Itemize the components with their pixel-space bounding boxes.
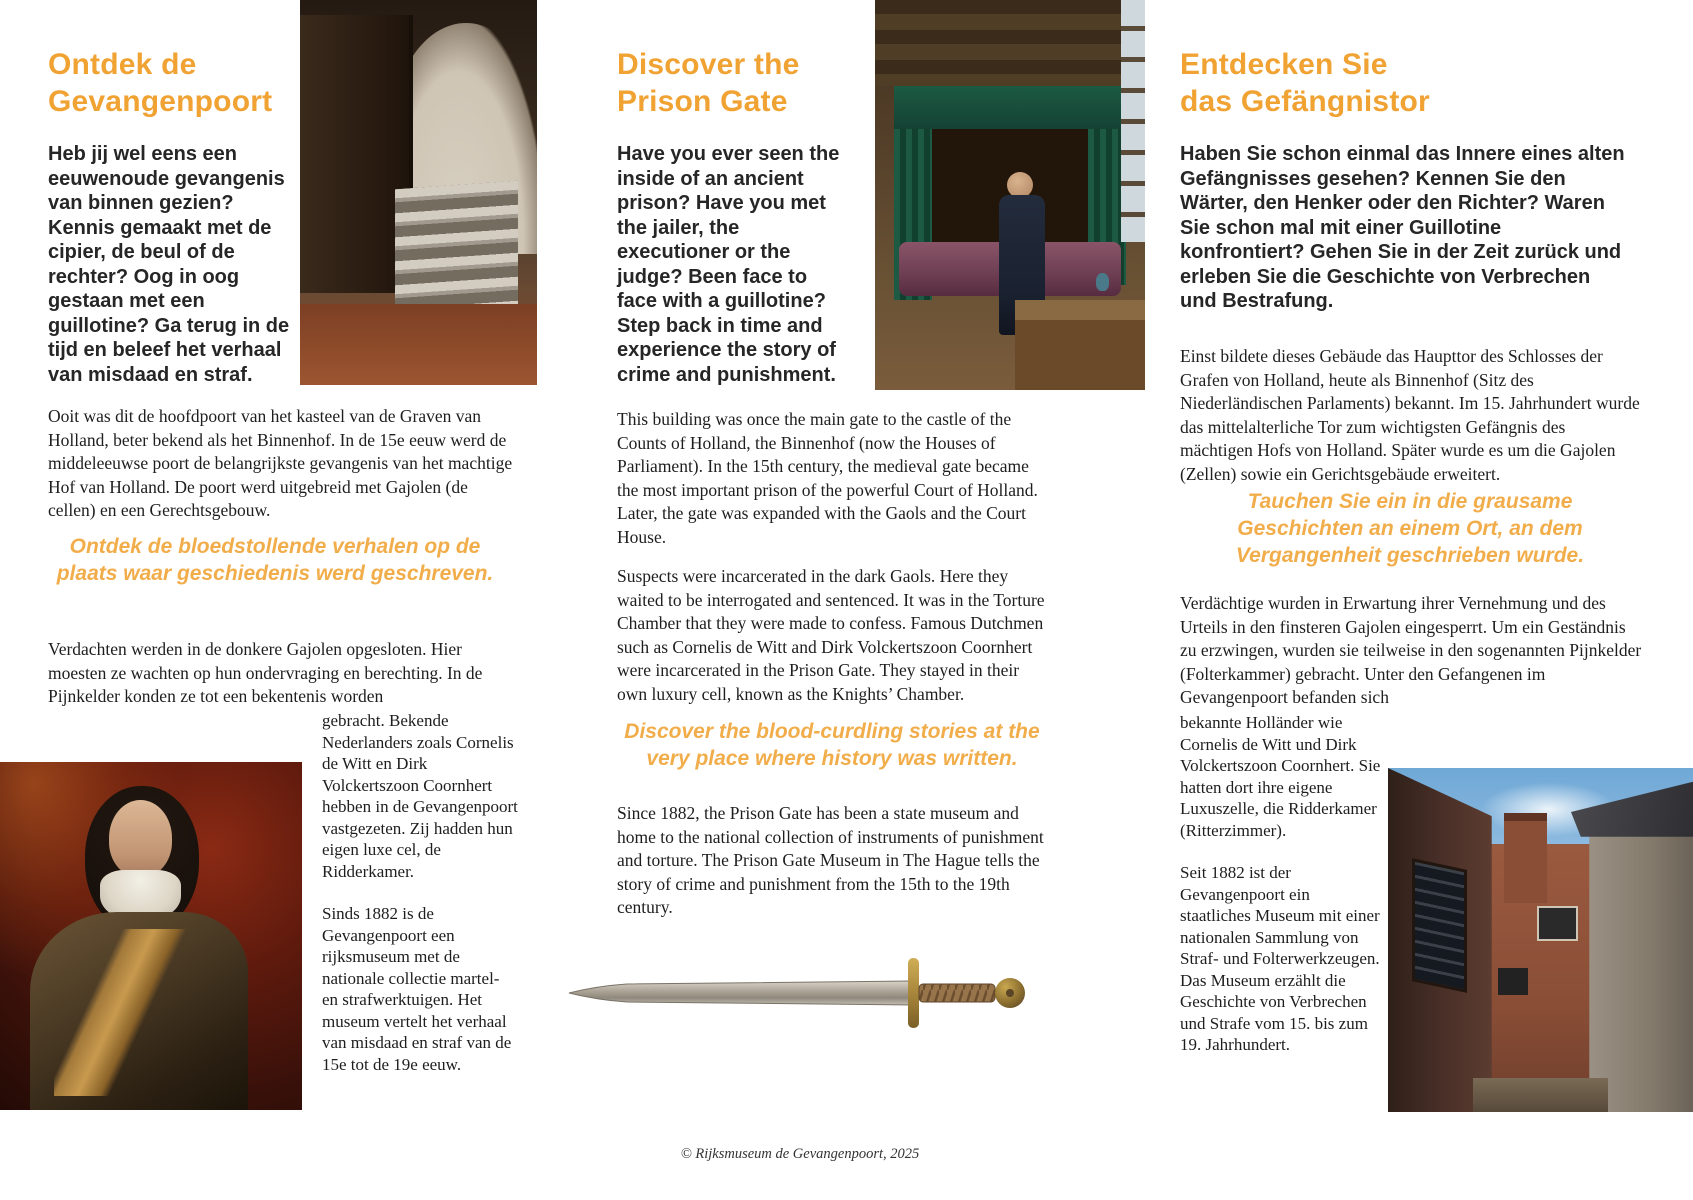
german-title-line1: Entdecken Sie [1180,48,1388,81]
dutch-column-title [48,46,308,120]
german-history-paragraph: Einst bildete dieses Gebäude das Haupttor des Schlosses der Grafen von Holland, heute als Binnenhof (Sitz des Niederländischen Parlaments) bekannt. Im 15. Jahrhundert wurde das mittelalterliche Tor zum wichtigsten Gefängnis des mächtigen Hofs von Holland. Später wurde es um die Gajolen (Zellen) sowie ein Gerichtsgebäude erweitert. [1180,346,1640,484]
gold-sash-shape [54,929,205,1096]
brick-tower-shape [1504,813,1547,904]
portrait-face-shape [109,800,172,877]
terracotta-floor-shape [300,304,537,385]
german-suspects-paragraph: Verdächtige wurden in Erwartung ihrer Vernehmung und des Urteils in den finsteren Gajolen eingesperrt. Um ein Geständnis zu erzwingen, wurden sie teilweise in den sogenannten Pijnkelder (Folterkammer) gebracht. Unter den Gefangenen im Gevangenpoort befanden sich [1180,593,1642,707]
dutch-intro-text: Heb jij wel eens een eeuwenoude gevangenis van binnen gezien? Kennis gemaakt met de cipier, de beul of de rechter? Oog in oog gestaan met een guillotine? Ga terug in de tijd en beleef het verhaal van misdaad en straf. [48,143,290,386]
german-column-title [1180,46,1500,120]
barred-window-shape [1412,858,1467,993]
english-title-line1: Discover the [617,48,800,81]
german-suspects-paragraph-continued: bekannte Holländer wie Cornelis de Witt und Dirk Volckertszoon Coornhert. Sie hatten dort ihre eigene Luxuszelle, die Ridderkamer (Ritterzimmer). [1180,713,1381,840]
english-title-line2: Prison Gate [617,85,788,118]
rear-window-shape [1498,968,1529,996]
german-intro-text: Haben Sie schon einmal das Innere eines alten Gefängnisses gesehen? Kennen Sie den Wärter, den Henker oder den Richter? Waren Sie schon mal mit einer Guillotine konfrontiert? Gehen Sie in der Zeit zurück und erleben Sie die Geschichte von Verbrechen und Bestrafung. [1180,143,1625,312]
ceiling-beams-shape [875,0,1145,86]
dutch-callout: Ontdek de bloedstollende verhalen op de plaats waar geschiedenis werd geschreven. [56,535,494,585]
green-canopy-shape [894,86,1126,132]
prison-interior-stairs-photo [300,0,537,385]
english-history-paragraph: This building was once the main gate to the castle of the Counts of Holland, the Binnenhof (now the Houses of Parliament). In the 15th century, the medieval gate became the most important prison of the powerful Court of Holland. Later, the gate was expanded with the Gaols and the Court House. [617,409,1038,547]
execution-sword-photo [563,942,1035,1042]
german-museum-paragraph: Seit 1882 ist der Gevangenpoort ein staatliches Museum mit einer nationalen Sammlung von Straf- und Folterwerkzeugen. Das Museum erzählt die Geschichte von Verbrechen und Strafe vom 15. bis zum 19. Jahrhundert. [1180,863,1380,1054]
english-suspects-paragraph: Suspects were incarcerated in the dark Gaols. Here they waited to be interrogated and sentenced. It was in the Torture Chamber that they were made to confess. Famous Dutchmen such as Cornelis de Witt and Dirk Volckertszoon Coornhert were incarcerated in the Prison Gate. They stayed in their own luxury cell, known as the Knights’ Chamber. [617,566,1045,704]
dutch-title-line2: Gevangenpoort [48,85,273,118]
dutch-suspects-paragraph: Verdachten werden in de donkere Gajolen opgesloten. Hier moesten ze wachten op hun ondervraging en berechting. In de Pijnkelder konden ze tot een bekentenis worden [48,639,483,706]
window-shape [1121,0,1145,242]
german-wrapped-text-block [1180,712,1384,1077]
german-title-line2: das Gefängnistor [1180,85,1430,118]
english-museum-paragraph: Since 1882, the Prison Gate has been a state museum and home to the national collection of instruments of punishment and torture. The Prison Gate Museum in The Hague tells the story of crime and punishment from the 15th to the 19th century. [617,803,1044,917]
museum-alley-photo [1388,768,1693,1112]
wooden-table-shape [1015,300,1145,390]
dutch-suspects-paragraph-continued: gebracht. Bekende Nederlanders zoals Cornelis de Witt en Dirk Volckertszoon Coornhert hebben in de Gevangenpoort vastgezeten. Zij hadden hun eigen luxe cel, de Ridderkamer. [322,711,518,881]
rear-window-shape [1537,906,1578,941]
dutch-title-line1: Ontdek de [48,48,197,81]
english-column-title [617,46,877,120]
german-callout: Tauchen Sie ein in die grausame Geschichten an einem Ort, an dem Vergangenheit geschrieben wurde. [1235,490,1585,567]
dutch-museum-paragraph: Sinds 1882 is de Gevangenpoort een rijksmuseum met de nationale collectie martel- en strafwerktuigen. Het museum vertelt het verhaal van misdaad en straf van de 15e tot de 19e eeuw. [322,904,512,1074]
blue-jug-shape [1096,273,1109,291]
execution-sword-graphic [563,942,1035,1042]
dutch-wrapped-text-block [322,710,518,1096]
dutch-history-paragraph: Ooit was dit de hoofdpoort van het kasteel van de Graven van Holland, beter bekend als het Binnenhof. In de 15e eeuw werd de middeleeuwse poort de belangrijkste gevangenis van het machtige Hof van Holland. De poort werd uitgebreid met Gajolen (de cellen) en een Gerechtsgebouw. [48,406,513,520]
copyright-line: © Rijksmuseum de Gevangenpoort, 2025 [680,1146,920,1162]
stone-stairs-shape [395,180,518,320]
alley-ground-shape [1473,1078,1607,1112]
knights-chamber-bedroom-photo [875,0,1145,390]
visitor-head-shape [1007,172,1033,198]
cornelis-de-witt-portrait-photo [0,762,302,1110]
english-intro-text: Have you ever seen the inside of an ancient prison? Have you met the jailer, the executioner or the judge? Been face to face with a guillotine? Step back in time and experience the story of crime and punishment. [617,143,840,386]
english-callout: Discover the blood-curdling stories at the very place where history was written. [624,720,1040,770]
